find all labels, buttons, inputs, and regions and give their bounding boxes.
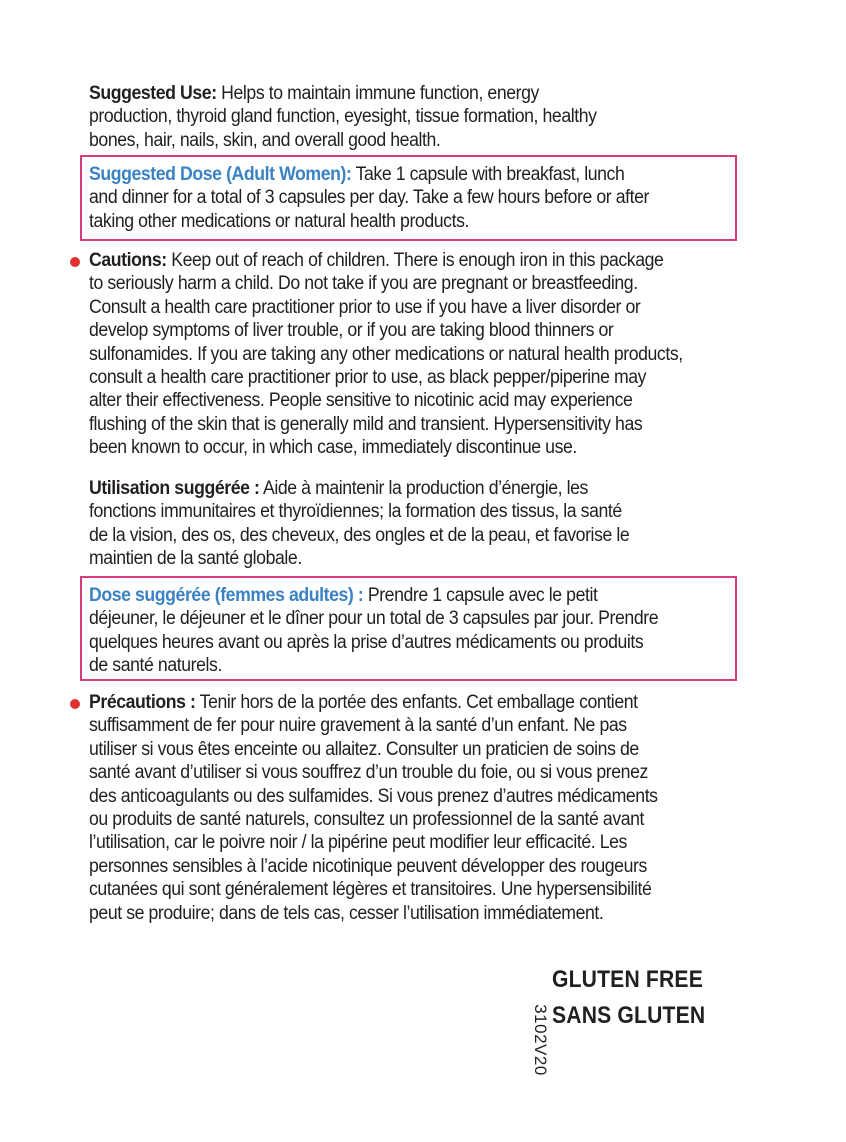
utilisation-paragraph <box>89 477 629 571</box>
dose-fr-heading: Dose suggérée (femmes adultes) : <box>89 585 364 606</box>
precautions-paragraph <box>89 691 658 925</box>
cautions-paragraph <box>89 249 683 460</box>
precautions-heading: Précautions : <box>89 692 196 713</box>
cautions-bullet-icon <box>70 257 80 267</box>
dose-fr-text: Prendre 1 capsule avec le petit déjeuner, le déjeuner et le dîner pour un total de 3 capsules par jour. Prendre quelques heures avant ou après la prise d’autres médicaments ou produits de santé naturels. <box>89 585 659 677</box>
precautions-text: Tenir hors de la portée des enfants. Cet emballage contient suffisamment de fer pour nuire gravement à la santé d’un enfant. Ne pas utiliser si vous êtes enceinte ou allaitez. Consulter un praticien de soins de santé avant d’utiliser si vous souffrez d’un trouble du foie, ou si vous prenez des anticoagulants ou des sulfamides. Si vous prenez d’autres médicaments ou produits de santé naturels, consultez un professionnel de la santé avant l’utilisation, car le poivre noir / la pipérine peut modifier leur efficacité. Les personnes sensibles à l’acide nicotinique peuvent développer des rougeurs cutanées qui sont généralement légères et transitoires. Une hypersensibilité peut se produire; dans de tels cas, cesser l’utilisation immédiatement. <box>89 692 658 924</box>
utilisation-text: Aide à maintenir la production d’énergie, les fonctions immunitaires et thyroïdiennes; la formation des tissus, la santé de la vision, des os, des cheveux, des ongles et de la peau, et favorise le maintien de la santé globale. <box>89 478 630 570</box>
suggested-use-text: Helps to maintain immune function, energy production, thyroid gland function, eyesight, tissue formation, healthy bones, hair, nails, skin, and overall good health. <box>89 83 597 151</box>
cautions-heading: Cautions: <box>89 250 167 271</box>
suggested-use-paragraph <box>89 82 597 152</box>
dose-fr-paragraph <box>89 584 658 678</box>
cautions-text: Keep out of reach of children. There is enough iron in this package to seriously harm a child. Do not take if you are pregnant or breastfeeding. Consult a health care practitioner prior to use if you have a liver disorder or develop symptoms of liver trouble, or if you are taking blood thinners or sulfonamides. If you are taking any other medications or natural health products, consult a health care practitioner prior to use, as black pepper/piperine may alter their effectiveness. People sensitive to nicotinic acid may experience flushing of the skin that is generally mild and transient. Hypersensitivity has been known to occur, in which case, immediately discontinue use. <box>89 250 683 459</box>
precautions-bullet-icon <box>70 699 80 709</box>
suggested-dose-text: Take 1 capsule with breakfast, lunch and dinner for a total of 3 capsules per day. Take a few hours before or after taking other medications or natural health products. <box>89 164 649 232</box>
label-version-code: 3102V20 <box>531 1004 550 1076</box>
gluten-free-en: GLUTEN FREE <box>552 966 703 993</box>
suggested-dose-heading: Suggested Dose (Adult Women): <box>89 164 352 185</box>
suggested-use-heading: Suggested Use: <box>89 83 217 104</box>
suggested-dose-paragraph <box>89 163 649 233</box>
utilisation-heading: Utilisation suggérée : <box>89 478 260 499</box>
gluten-free-fr: SANS GLUTEN <box>552 1002 706 1029</box>
